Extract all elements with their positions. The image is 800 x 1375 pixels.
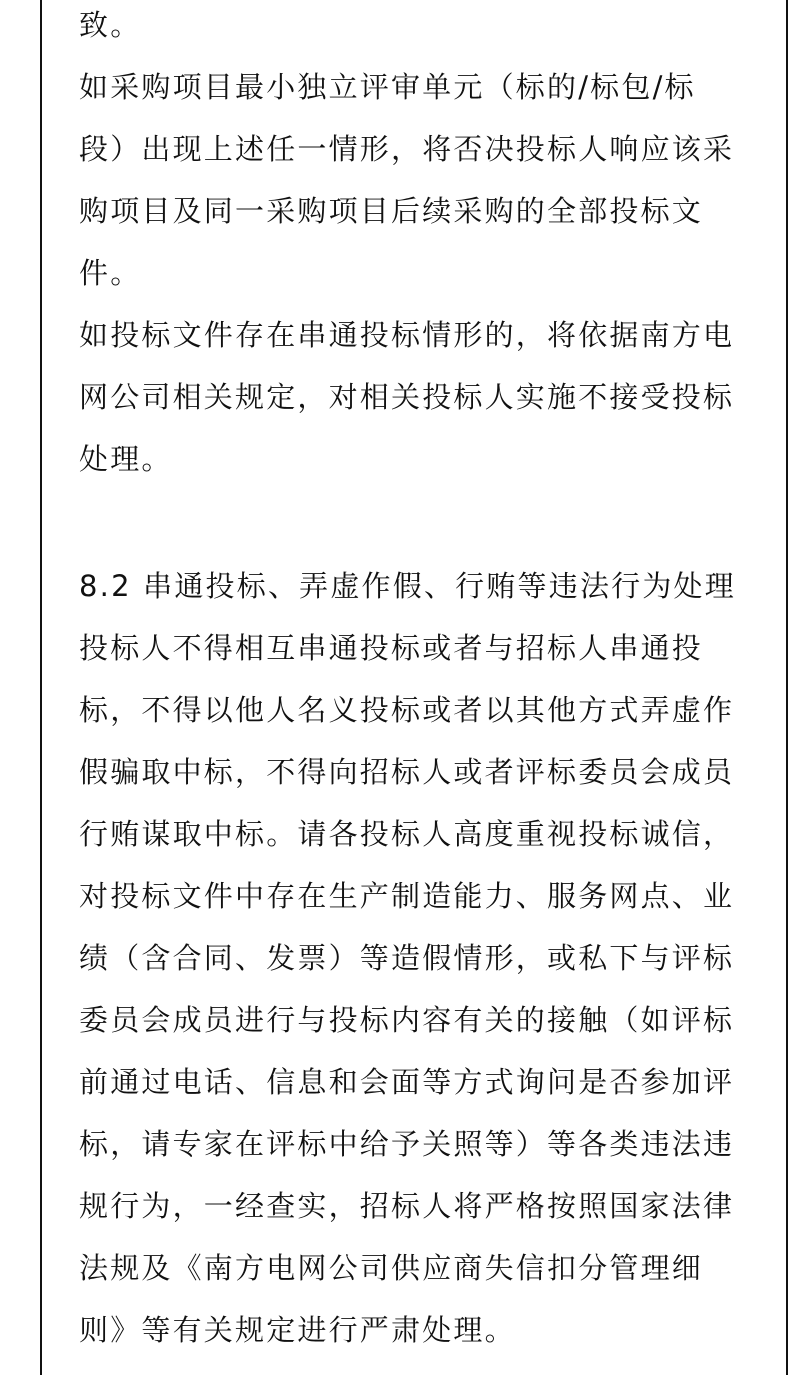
section-8-2 <box>79 555 736 1361</box>
text-line: 网公司相关规定，对相关投标人实施不接受投标 <box>79 380 735 414</box>
text-line: 件。 <box>79 256 142 290</box>
text-line: 假骗取中标，不得向招标人或者评标委员会成员 <box>79 755 735 789</box>
text-line: 法规及《南方电网公司供应商失信扣分管理细 <box>79 1251 704 1285</box>
text-line: 段）出现上述任一情形，将否决投标人响应该采 <box>79 132 735 166</box>
text-line: 致。 <box>79 8 142 42</box>
page-border-right <box>786 0 788 1375</box>
text-line: 标，不得以他人名义投标或者以其他方式弄虚作 <box>79 693 735 727</box>
page-border-left <box>40 0 42 1375</box>
text-line: 标，请专家在评标中给予关照等）等各类违法违 <box>79 1127 735 1161</box>
text-line: 委员会成员进行与投标内容有关的接触（如评标 <box>79 1003 735 1037</box>
section-heading: 8.2 串通投标、弄虚作假、行贿等违法行为处理 <box>79 569 736 603</box>
text-line: 如投标文件存在串通投标情形的，将依据南方电 <box>79 318 735 352</box>
text-line: 规行为，一经查实，招标人将严格按照国家法律 <box>79 1189 735 1223</box>
text-line: 购项目及同一采购项目后续采购的全部投标文 <box>79 194 704 228</box>
text-line: 绩（含合同、发票）等造假情形，或私下与评标 <box>79 941 735 975</box>
text-line: 则》等有关规定进行严肃处理。 <box>79 1313 516 1347</box>
text-line: 前通过电话、信息和会面等方式询问是否参加评 <box>79 1065 735 1099</box>
text-line: 投标人不得相互串通投标或者与招标人串通投 <box>79 631 704 665</box>
text-line: 处理。 <box>79 442 173 476</box>
section-paragraphs-a <box>79 0 734 490</box>
text-line: 行贿谋取中标。请各投标人高度重视投标诚信， <box>79 817 735 851</box>
text-line: 如采购项目最小独立评审单元（标的/标包/标 <box>79 70 696 104</box>
text-line: 对投标文件中存在生产制造能力、服务网点、业 <box>79 879 735 913</box>
